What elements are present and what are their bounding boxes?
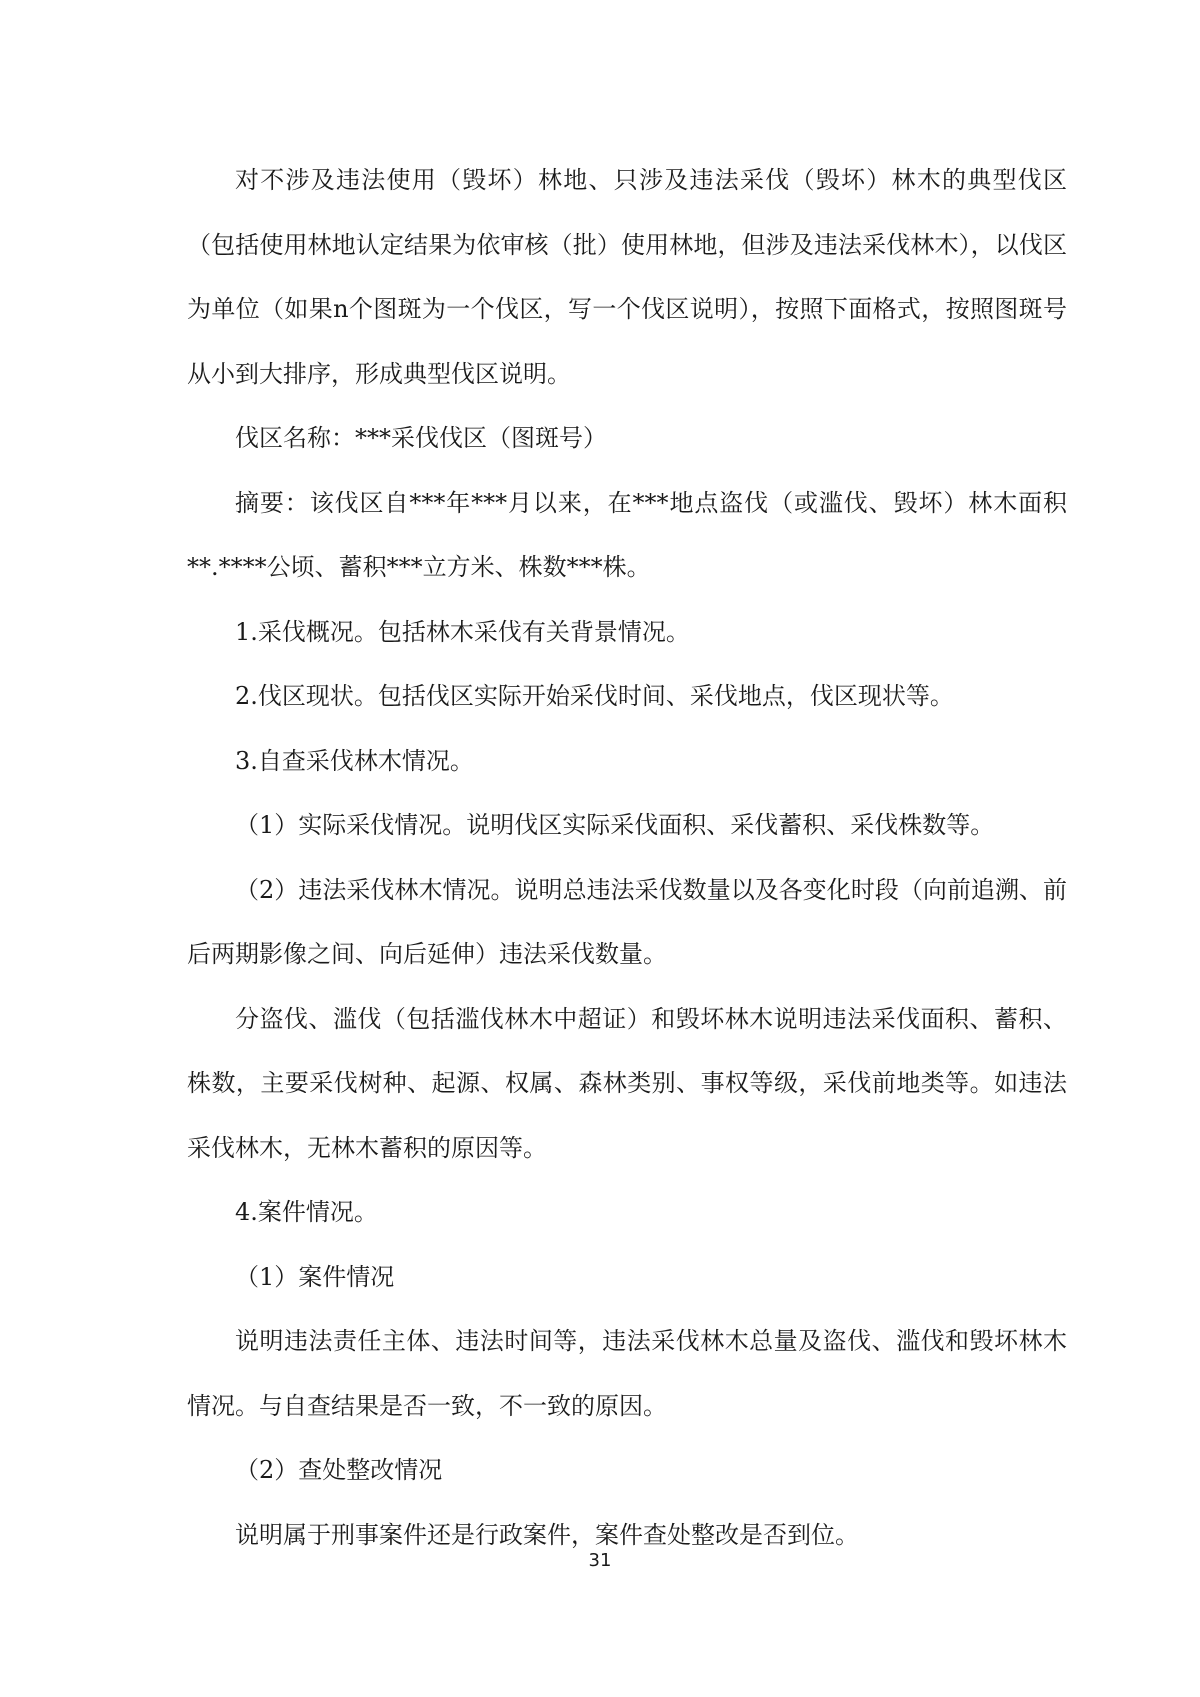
paragraph-section-1: 1.采伐概况。包括林木采伐有关背景情况。	[235, 617, 690, 646]
paragraph-section-4-2: （2）查处整改情况	[235, 1456, 443, 1484]
paragraph-section-3-1: （1）实际采伐情况。说明伐区实际采伐面积、采伐蓄积、采伐株数等。	[235, 811, 995, 839]
paragraph-section-4: 4.案件情况。	[235, 1198, 378, 1226]
paragraph-section-2: 2.伐区现状。包括伐区实际开始采伐时间、采伐地点，伐区现状等。	[235, 682, 954, 710]
paragraph-scope-description: 对不涉及违法使用（毁坏）林地、只涉及违法采伐（毁坏）林木的典型伐区（包括使用林地认定结果为依审核（批）使用林地，但涉及违法采伐林木），以伐区为单位（如果n个图斑为一个伐区，写一个伐区说明），按照下面格式，按照图斑号从小到大排序，形成典型伐区说明。	[187, 166, 1067, 388]
paragraph-section-4-2-detail: 说明属于刑事案件还是行政案件，案件查处整改是否到位。	[235, 1520, 859, 1549]
document-body	[187, 148, 1067, 1567]
paragraph-section-4-1-detail: 说明违法责任主体、违法时间等，违法采伐林木总量及盗伐、滥伐和毁坏林木情况。与自查结果是否一致，不一致的原因。	[187, 1327, 1067, 1420]
paragraph-section-3: 3.自查采伐林木情况。	[235, 746, 474, 775]
paragraph-section-3-2: （2）违法采伐林木情况。说明总违法采伐数量以及各变化时段（向前追溯、前后两期影像之间、向后延伸）违法采伐数量。	[187, 875, 1067, 968]
page-number: 31	[588, 1550, 612, 1571]
paragraph-section-4-1: （1）案件情况	[235, 1262, 395, 1291]
paragraph-summary: 摘要：该伐区自***年***月以来，在***地点盗伐（或滥伐、毁坏）林木面积**.****公顷、蓄积***立方米、株数***株。	[187, 488, 1067, 581]
paragraph-section-3-2-detail: 分盗伐、滥伐（包括滥伐林木中超证）和毁坏林木说明违法采伐面积、蓄积、株数，主要采伐树种、起源、权属、森林类别、事权等级，采伐前地类等。如违法采伐林木，无林木蓄积的原因等。	[187, 1004, 1067, 1162]
paragraph-cutting-area-name: 伐区名称：***采伐伐区（图斑号）	[235, 424, 607, 452]
